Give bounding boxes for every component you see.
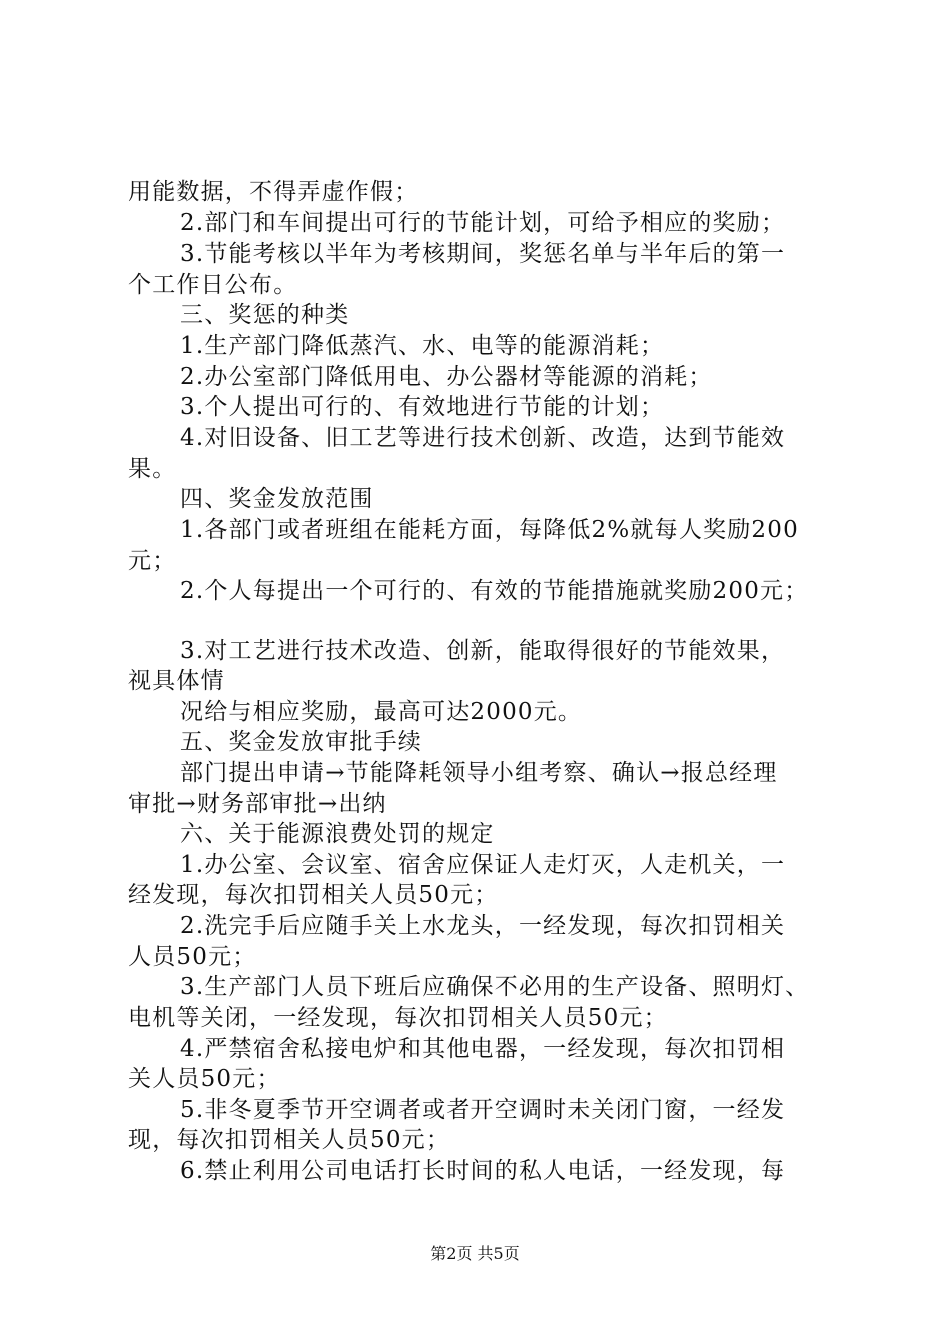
text-line: 电机等关闭，一经发现，每次扣罚相关人员50元； bbox=[128, 1005, 668, 1031]
text-line: 3.节能考核以半年为考核期间，奖惩名单与半年后的第一 bbox=[180, 241, 786, 267]
text-line: 1.办公室、会议室、宿舍应保证人走灯灭，人走机关，一 bbox=[180, 852, 786, 878]
text-line: 人员50元； bbox=[128, 944, 257, 970]
text-line: 4.严禁宿舍私接电炉和其他电器，一经发现，每次扣罚相 bbox=[180, 1036, 786, 1062]
text-line: 6.禁止利用公司电话打长时间的私人电话，一经发现，每 bbox=[180, 1158, 786, 1184]
section-heading: 六、关于能源浪费处罚的规定 bbox=[180, 821, 495, 847]
text-line: 个工作日公布。 bbox=[128, 272, 298, 298]
text-line: 用能数据，不得弄虚作假； bbox=[128, 179, 419, 205]
text-line: 元； bbox=[128, 548, 177, 574]
text-line: 现，每次扣罚相关人员50元； bbox=[128, 1127, 451, 1153]
section-heading: 四、奖金发放范围 bbox=[180, 486, 374, 512]
section-heading: 五、奖金发放审批手续 bbox=[180, 729, 422, 755]
text-line: 3.个人提出可行的、有效地进行节能的计划； bbox=[180, 394, 665, 420]
page-footer: 第2页 共5页 bbox=[430, 1244, 520, 1263]
text-line: 2.洗完手后应随手关上水龙头，一经发现，每次扣罚相关 bbox=[180, 913, 786, 939]
text-line: 4.对旧设备、旧工艺等进行技术创新、改造，达到节能效 bbox=[180, 425, 786, 451]
text-line: 果。 bbox=[128, 456, 177, 482]
text-line: 2.办公室部门降低用电、办公器材等能源的消耗； bbox=[180, 364, 713, 390]
text-line: 况给与相应奖励，最高可达2000元。 bbox=[180, 699, 583, 725]
text-line: 视具体情 bbox=[128, 668, 225, 694]
text-line: 3.生产部门人员下班后应确保不必用的生产设备、照明灯、 bbox=[180, 974, 810, 1000]
text-line: 5.非冬夏季节开空调者或者开空调时未关闭门窗，一经发 bbox=[180, 1097, 786, 1123]
text-line: 部门提出申请→节能降耗领导小组考察、确认→报总经理 bbox=[180, 760, 778, 786]
text-line: 经发现，每次扣罚相关人员50元； bbox=[128, 882, 499, 908]
text-line: 2.个人每提出一个可行的、有效的节能措施就奖励200元； bbox=[180, 578, 809, 604]
text-line: 2.部门和车间提出可行的节能计划，可给予相应的奖励； bbox=[180, 210, 786, 236]
text-line: 3.对工艺进行技术改造、创新，能取得很好的节能效果， bbox=[180, 638, 786, 664]
text-line: 关人员50元； bbox=[128, 1066, 281, 1092]
text-line: 1.生产部门降低蒸汽、水、电等的能源消耗； bbox=[180, 333, 665, 359]
text-line: 审批→财务部审批→出纳 bbox=[128, 791, 387, 817]
section-heading: 三、奖惩的种类 bbox=[180, 302, 350, 328]
text-line: 1.各部门或者班组在能耗方面，每降低2%就每人奖励200 bbox=[180, 517, 799, 543]
